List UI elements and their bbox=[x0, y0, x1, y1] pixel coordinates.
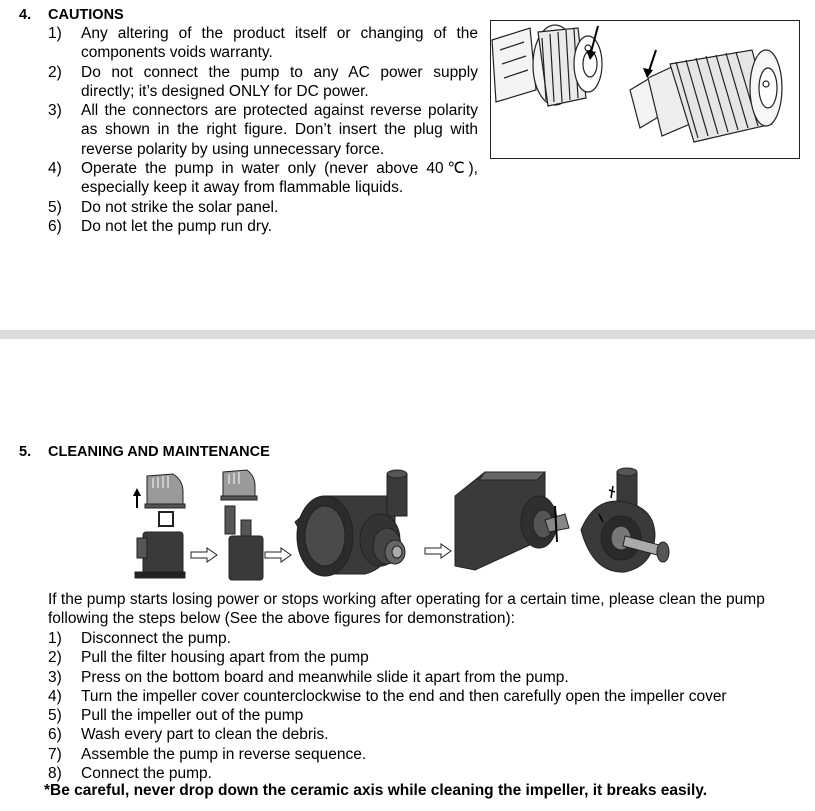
item-number: 5) bbox=[48, 198, 62, 216]
list-item bbox=[48, 629, 788, 648]
cautions-title: CAUTIONS bbox=[48, 7, 124, 23]
list-item bbox=[48, 668, 788, 687]
maintenance-title: CLEANING AND MAINTENANCE bbox=[48, 444, 270, 460]
item-text: Wash every part to clean the debris. bbox=[81, 726, 329, 744]
maintenance-intro: If the pump starts losing power or stops working after operating for a certain time, please clean the pump following the steps below (See the above figures for demonstration): bbox=[48, 591, 765, 628]
item-text: Assemble the pump in reverse sequence. bbox=[81, 745, 367, 763]
item-number: 7) bbox=[48, 745, 62, 763]
item-number: 5) bbox=[48, 707, 62, 725]
list-item bbox=[48, 217, 478, 236]
item-text: Turn the impeller cover counterclockwise to the end and then carefully open the impeller cover bbox=[81, 687, 727, 705]
pump-disassembly-illustration bbox=[125, 466, 685, 584]
list-item bbox=[48, 198, 478, 217]
list-item bbox=[48, 648, 788, 667]
item-text: Press on the bottom board and meanwhile slide it apart from the pump. bbox=[81, 668, 569, 686]
list-item bbox=[48, 63, 478, 102]
cautions-list bbox=[48, 24, 478, 236]
maintenance-number: 5. bbox=[19, 444, 32, 460]
list-item bbox=[48, 725, 788, 744]
ceramic-axis-warning: *Be careful, never drop down the ceramic axis while cleaning the impeller, it breaks easily. bbox=[44, 782, 708, 799]
list-item bbox=[48, 745, 788, 764]
item-text: All the connectors are protected against reverse polarity as shown in the right figure. Don’t insert the plug with reverse polarity by using unnecessary force. bbox=[81, 102, 478, 158]
item-number: 8) bbox=[48, 765, 62, 783]
connector-polarity-figure bbox=[490, 20, 800, 159]
maintenance-heading bbox=[19, 443, 270, 462]
item-number: 2) bbox=[48, 649, 62, 667]
list-item bbox=[48, 159, 478, 198]
item-number: 4) bbox=[48, 687, 62, 705]
item-number: 3) bbox=[48, 668, 62, 686]
list-item bbox=[48, 687, 788, 706]
item-text: Disconnect the pump. bbox=[81, 630, 231, 647]
item-number: 6) bbox=[48, 726, 62, 744]
item-number: 2) bbox=[48, 63, 62, 81]
list-item bbox=[48, 706, 788, 725]
disassembly-figure bbox=[125, 466, 685, 584]
item-text: Any altering of the product itself or changing of the components voids warranty. bbox=[81, 25, 478, 62]
section-divider bbox=[0, 330, 815, 339]
item-text: Connect the pump. bbox=[81, 765, 212, 783]
item-text: Pull the filter housing apart from the pump bbox=[81, 649, 369, 667]
item-number: 6) bbox=[48, 217, 62, 235]
item-text: Do not let the pump run dry. bbox=[81, 217, 272, 235]
item-text: Operate the pump in water only (never above 40℃), especially keep it away from flammable liquids. bbox=[81, 160, 478, 197]
item-number: 1) bbox=[48, 25, 62, 42]
list-item bbox=[48, 101, 478, 159]
cautions-number: 4. bbox=[19, 7, 32, 23]
connector-illustration bbox=[490, 20, 800, 159]
item-number: 1) bbox=[48, 630, 62, 647]
maintenance-steps bbox=[48, 629, 788, 783]
list-item bbox=[48, 24, 478, 63]
item-text: Pull the impeller out of the pump bbox=[81, 707, 304, 725]
item-text: Do not strike the solar panel. bbox=[81, 198, 279, 216]
cautions-heading bbox=[19, 6, 124, 25]
item-number: 4) bbox=[48, 160, 62, 178]
item-number: 3) bbox=[48, 102, 62, 120]
step-filter-removed bbox=[145, 474, 185, 508]
item-text: Do not connect the pump to any AC power supply directly; it’s designed ONLY for DC power. bbox=[81, 63, 478, 100]
